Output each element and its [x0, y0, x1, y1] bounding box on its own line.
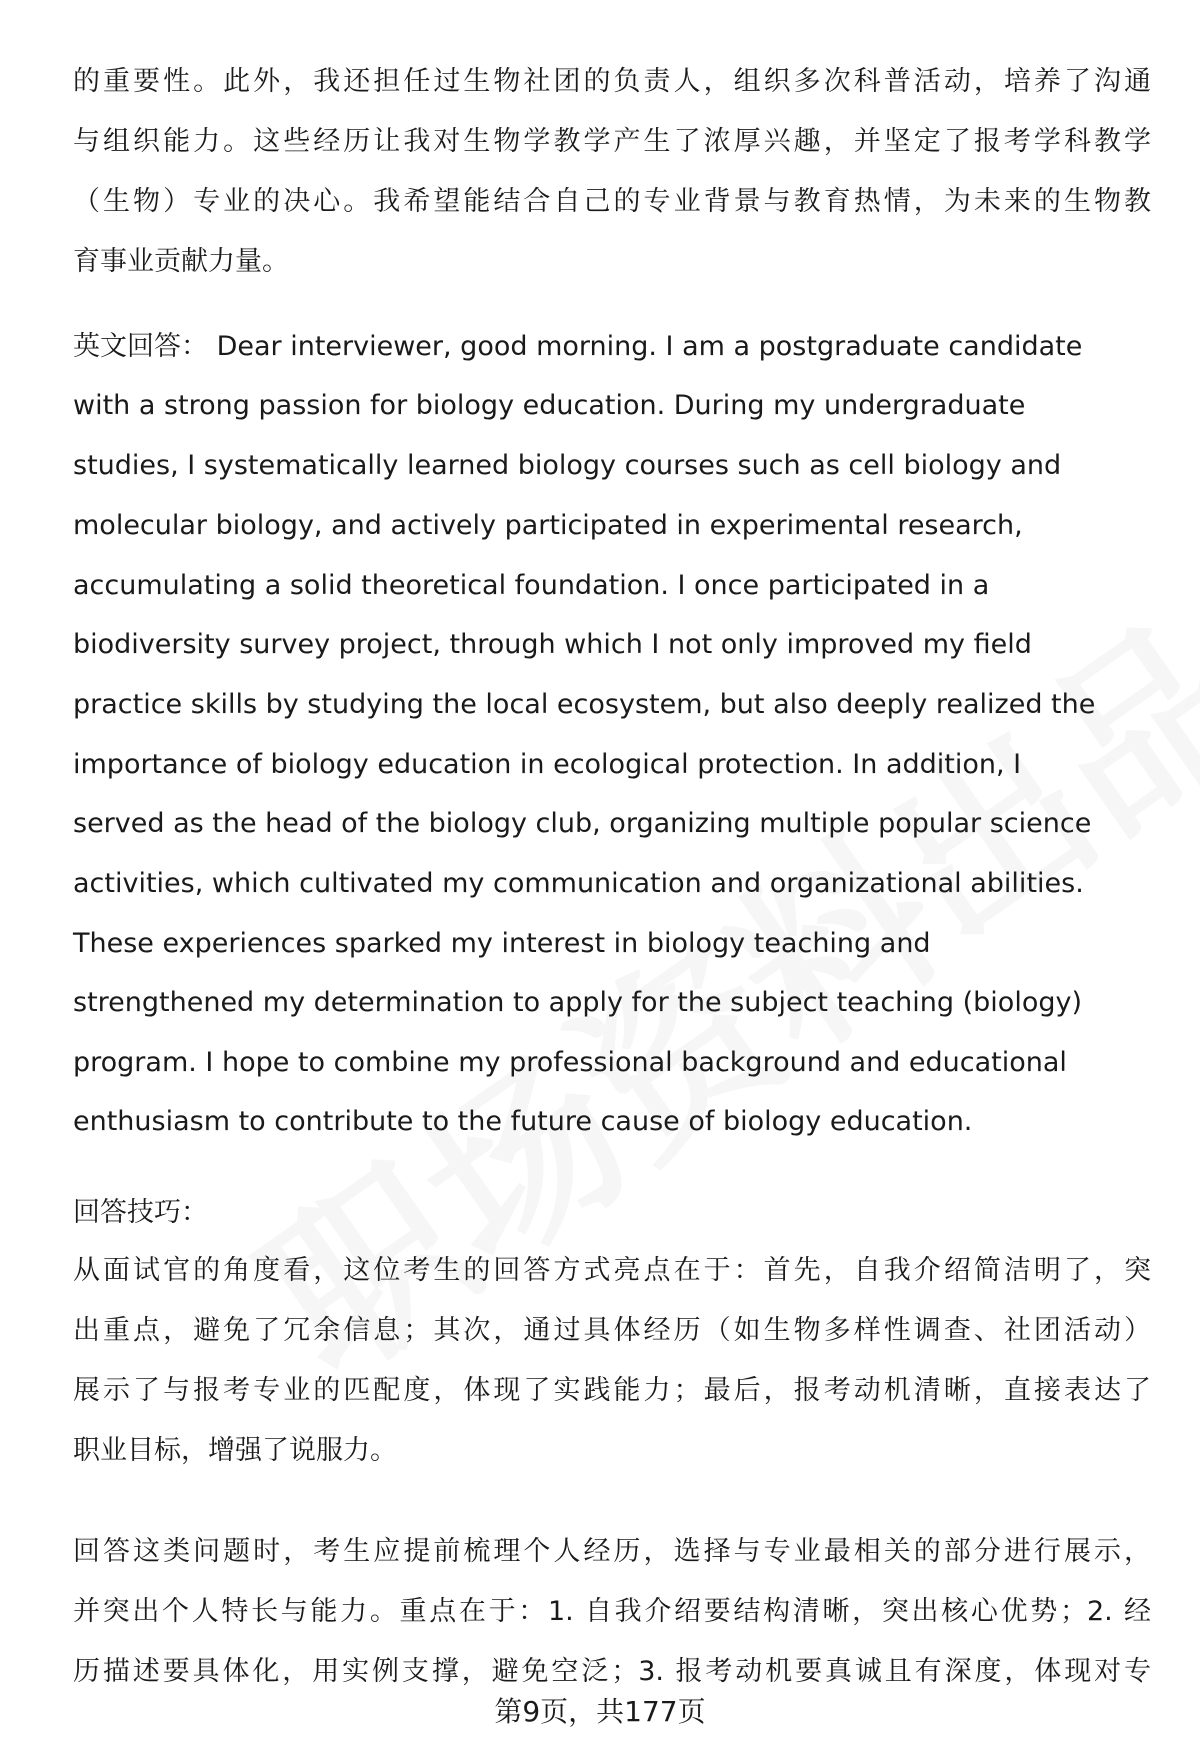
text-line: 从面试官的角度看，这位考生的回答方式亮点在于：首先，自我介绍简洁明了，突 — [73, 1255, 1151, 1286]
text-line: biodiversity survey project, through which I not only improved my field — [73, 629, 1032, 660]
text-line: 育事业贡献力量。 — [73, 246, 289, 277]
text-line: 职业目标，增强了说服力。 — [73, 1435, 397, 1466]
section-heading: 回答技巧： — [73, 1197, 208, 1228]
text-line: 历描述要具体化，用实例支撑，避免空泛；3. 报考动机要真诚且有深度，体现对专 — [73, 1656, 1151, 1687]
text-line: 的重要性。此外，我还担任过生物社团的负责人，组织多次科普活动，培养了沟通 — [73, 66, 1151, 97]
text-line: program. I hope to combine my professional background and educational — [73, 1047, 1067, 1078]
text-line: studies, I systematically learned biology courses such as cell biology and — [73, 450, 1062, 481]
text-line: practice skills by studying the local ecosystem, but also deeply realized the — [73, 689, 1096, 720]
text-line: 展示了与报考专业的匹配度，体现了实践能力；最后，报考动机清晰，直接表达了 — [73, 1375, 1151, 1406]
text-line: activities, which cultivated my communication and organizational abilities. — [73, 868, 1084, 899]
text-line: 并突出个人特长与能力。重点在于：1. 自我介绍要结构清晰，突出核心优势；2. 经 — [73, 1596, 1151, 1627]
text-line: importance of biology education in ecological protection. In addition, I — [73, 749, 1022, 780]
text-line: 出重点，避免了冗余信息；其次，通过具体经历（如生物多样性调查、社团活动） — [73, 1315, 1151, 1346]
text-line: 英文回答： Dear interviewer, good morning. I am a postgraduate candidate — [73, 331, 1083, 362]
text-line: molecular biology, and actively participated in experimental research, — [73, 510, 1023, 541]
text-line: 与组织能力。这些经历让我对生物学教学产生了浓厚兴趣，并坚定了报考学科教学 — [73, 126, 1151, 157]
text-line: 回答这类问题时，考生应提前梳理个人经历，选择与专业最相关的部分进行展示， — [73, 1536, 1151, 1567]
text-line: These experiences sparked my interest in biology teaching and — [73, 928, 931, 959]
text-line: accumulating a solid theoretical foundation. I once participated in a — [73, 570, 990, 601]
text-line: strengthened my determination to apply for the subject teaching (biology) — [73, 987, 1082, 1018]
page-number: 第9页，共177页 — [494, 1695, 706, 1728]
text-line: （生物）专业的决心。我希望能结合自己的专业背景与教育热情，为未来的生物教 — [73, 186, 1151, 217]
text-line: with a strong passion for biology education. During my undergraduate — [73, 390, 1026, 421]
text-line: enthusiasm to contribute to the future cause of biology education. — [73, 1106, 973, 1137]
text-line: served as the head of the biology club, organizing multiple popular science — [73, 808, 1092, 839]
